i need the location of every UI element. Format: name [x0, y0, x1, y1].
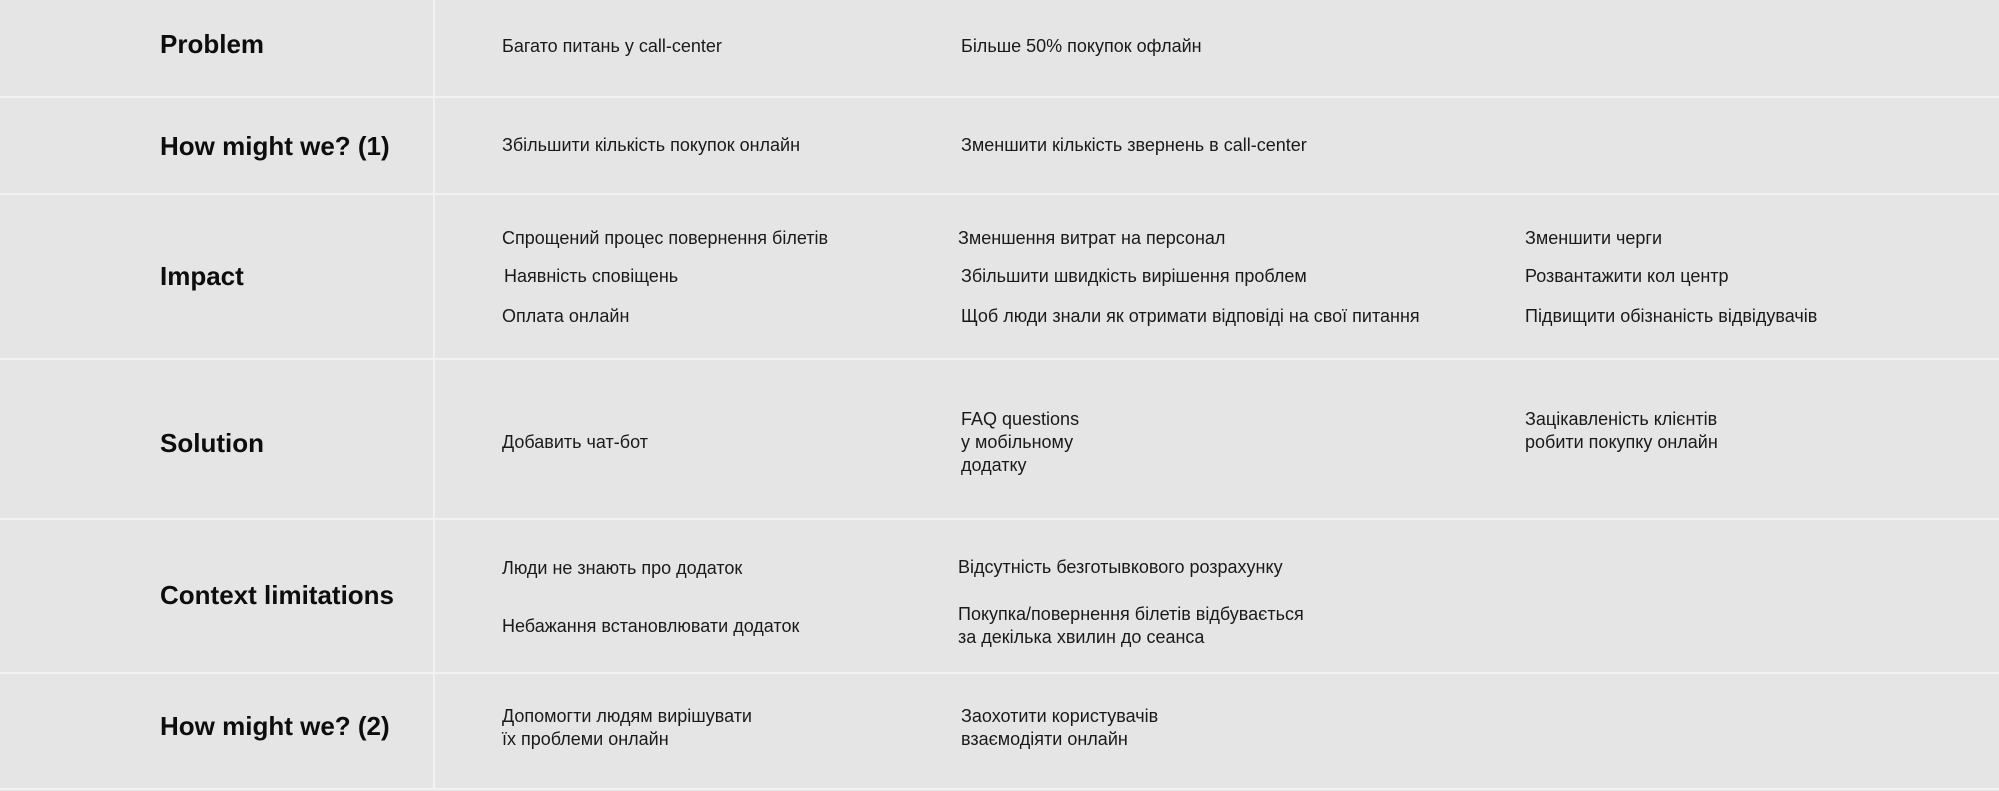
row-label-solution: Solution	[160, 428, 264, 458]
row-label-problem: Problem	[160, 29, 265, 59]
row-divider	[0, 518, 1999, 520]
hmw-2-item: Допомогти людям вирішувати їх проблеми онлайн	[502, 706, 752, 749]
column-divider	[433, 0, 435, 789]
hmw-1-item: Збільшити кількість покупок онлайн	[502, 135, 801, 155]
context-item: Небажання встановлювати додаток	[502, 616, 800, 636]
row-label-impact: Impact	[160, 261, 244, 291]
row-divider	[0, 193, 1999, 195]
context-item: Покупка/повернення білетів відбувається за декілька хвилин до сеанса	[958, 604, 1304, 647]
impact-item: Наявність сповіщень	[504, 266, 679, 286]
hmw-1-item: Зменшити кількість звернень в call-center	[961, 135, 1307, 155]
problem-item: Багато питань у call-center	[502, 36, 722, 56]
context-item: Люди не знають про додаток	[502, 558, 743, 578]
impact-item: Розвантажити кол центр	[1525, 266, 1729, 286]
impact-item: Підвищити обізнаність відвідувачів	[1525, 306, 1818, 326]
impact-item: Зменшити черги	[1525, 228, 1663, 248]
row-divider	[0, 358, 1999, 360]
hmw-2-item: Заохотити користувачів взаємодіяти онлайн	[961, 706, 1159, 749]
row-divider	[0, 96, 1999, 98]
row-label-hmw-2: How might we? (2)	[160, 711, 390, 741]
impact-item: Збільшити швидкість вирішення проблем	[961, 266, 1307, 286]
impact-item: Оплата онлайн	[502, 306, 630, 326]
row-label-hmw-1: How might we? (1)	[160, 131, 390, 161]
row-label-context-limitations: Context limitations	[160, 580, 395, 610]
solution-item: FAQ questions у мобільному додатку	[961, 409, 1080, 475]
solution-item: Зацікавленість клієнтів робити покупку онлайн	[1525, 409, 1718, 452]
impact-item: Щоб люди знали як отримати відповіді на свої питання	[961, 306, 1420, 326]
context-item: Відсутність безготывкового розрахунку	[958, 557, 1283, 577]
problem-item: Більше 50% покупок офлайн	[961, 36, 1202, 56]
row-divider	[0, 672, 1999, 674]
impact-item: Зменшення витрат на персонал	[958, 228, 1226, 248]
solution-item: Добавить чат-бот	[502, 432, 648, 452]
impact-item: Спрощений процес повернення білетів	[502, 228, 829, 248]
row-divider	[0, 788, 1999, 790]
